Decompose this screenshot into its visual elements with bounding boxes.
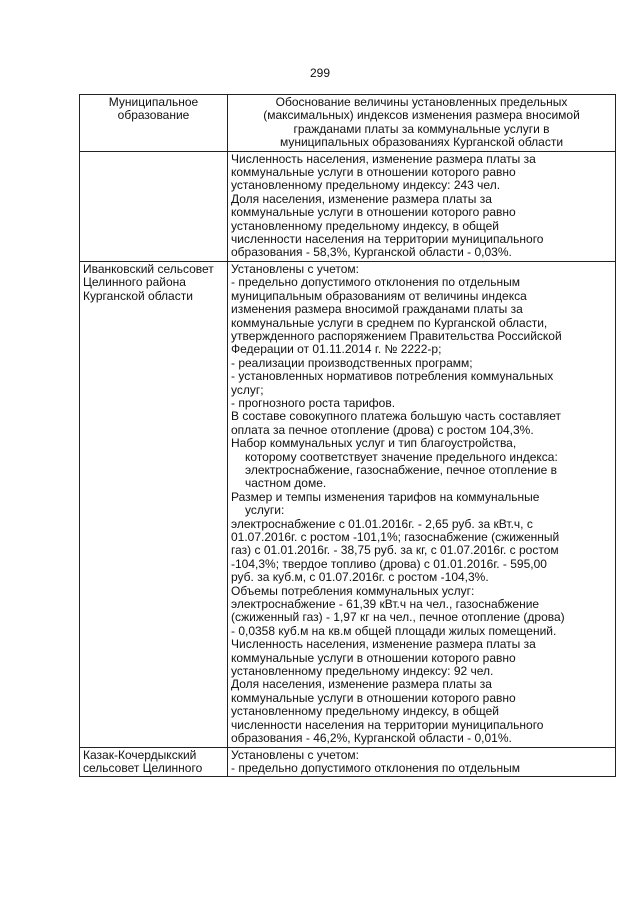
justification-line: коммунальные услуги в отношении которого равно [231,205,516,220]
justification-line: установленному предельному индексу, в общей [231,218,499,233]
justification-line: Доля населения, изменение размера платы за [231,677,492,692]
justification-line: Установлены с учетом: [231,747,359,762]
justification-line: Доля населения, изменение размера платы за [231,191,492,206]
justification-line: Федерации от 01.11.2014 г. № 2222-р; [231,342,442,357]
header-justification-line: Обоснование величины установленных предельных [275,95,568,109]
justification-line: Установлены с учетом: [231,261,359,276]
municipality-cell [80,151,228,261]
header-justification-line: муниципальных образованиях Курганской области [279,135,564,150]
justification-line: электроснабжение, газоснабжение, печное отопление в [245,462,557,477]
justification-line: муниципальным образованиям от величины индекса [231,288,527,303]
justification-line: коммунальные услуги в среднем по Курганской области, [231,315,548,330]
justification-line: (сжиженный газ) - 1,97 кг на чел., печное отопление (дрова) [231,610,565,625]
justification-cell [228,151,616,261]
justification-line: численности населения на территории муниципального [231,232,544,247]
page-number: 299 [309,66,331,80]
justification-line: оплата за печное отопление (дрова) с ростом 104,3%. [231,422,534,437]
municipality-name-line: Курганской области [83,288,193,303]
municipality-name-line: сельсовет Целинного [83,760,203,775]
justification-line: электроснабжение с 01.01.2016г. - 2,65 руб. за кВт.ч, с [231,516,533,531]
justification-line: В составе совокупного платежа большую часть составляет [231,409,562,424]
justification-line: утвержденного распоряжением Правительства Российской [231,328,562,343]
justification-line: коммунальные услуги в отношении которого равно [231,165,516,180]
justification-cell [228,747,616,777]
justification-line: - установленных нормативов потребления коммунальных [231,369,554,384]
justification-line: руб. за куб.м, с 01.07.2016г. с ростом -104,3%. [231,570,489,585]
justification-line: электроснабжение - 61,39 кВт.ч на чел., газоснабжение [231,597,540,612]
table-row [80,747,616,777]
municipality-name-line: Целинного района [83,275,186,290]
header-municipality [80,95,228,152]
header-justification [228,95,616,152]
municipality-name-line: Иванковский сельсовет [83,261,214,276]
municipality-cell [80,261,228,747]
justification-line: изменения размера вносимой гражданами платы за [231,302,523,317]
justification-line: Численность населения, изменение размера платы за [231,637,536,652]
justification-line: 01.07.2016г. с ростом -101,1%; газоснабжение (сжиженный [231,530,560,544]
justification-line: коммунальные услуги в отношении которого равно [231,690,516,705]
justification-line: коммунальные услуги в отношении которого равно [231,650,516,665]
table-header-row [80,95,616,152]
justification-line: - прогнозного роста тарифов. [231,395,396,410]
justification-line: образования - 46,2%, Курганской области - 0,01%. [231,731,512,746]
justification-line: Численность населения, изменение размера платы за [231,151,536,166]
justification-line: услуг; [231,382,264,397]
justification-line: Набор коммунальных услуг и тип благоустройства, [231,436,517,451]
header-municipality-line: образование [117,108,190,123]
municipality-cell [80,747,228,777]
justification-line: -104,3%; твердое топливо (дрова) с 01.01.2016г. - 595,00 [231,556,547,571]
table-row [80,151,616,261]
justification-line: которому соответствует значение предельного индекса: [245,449,558,464]
justification-line: установленному предельному индексу: 243 чел. [231,178,501,193]
justification-line: частном доме. [245,476,327,491]
justification-line: установленному предельному индексу, в общей [231,704,499,719]
table-row [80,261,616,747]
justification-line: услуги: [245,503,285,518]
table-body [80,95,616,777]
justification-line: образования - 58,3%, Курганской области - 0,03%. [231,245,512,260]
municipality-name-line: Казак-Кочердыкский [83,747,197,762]
header-justification-line: (максимальных) индексов изменения размера вносимой [263,108,580,123]
justification-line: установленному предельному индексу: 92 чел. [231,664,494,679]
justification-line: - реализации производственных программ; [231,355,473,370]
justification-line: Размер и темпы изменения тарифов на коммунальные [231,489,540,504]
justification-line: - 0,0358 куб.м на кв.м общей площади жилых помещений. [231,623,557,638]
justification-line: Объемы потребления коммунальных услуг: [231,583,475,598]
justification-cell [228,261,616,747]
header-municipality-line: Муниципальное [108,95,199,109]
municipal-index-table [79,94,616,777]
justification-line: численности населения на территории муниципального [231,717,544,732]
header-justification-line: гражданами платы за коммунальные услуги в [293,121,550,136]
justification-line: газ) с 01.01.2016г. - 38,75 руб. за кг, с 01.07.2016г. с ростом [231,543,559,558]
justification-line: - предельно допустимого отклонения по отдельным [231,275,520,290]
justification-line: - предельно допустимого отклонения по отдельным [231,760,520,775]
